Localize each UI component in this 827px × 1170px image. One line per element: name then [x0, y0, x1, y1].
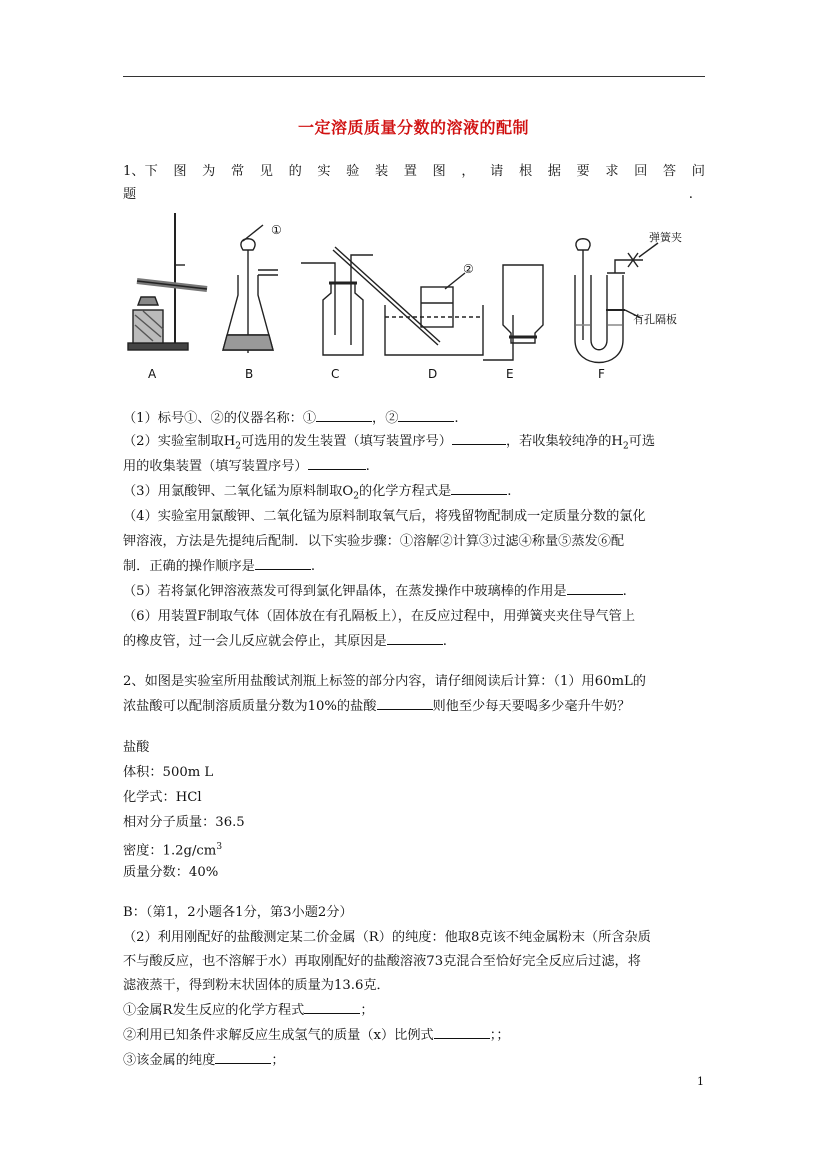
q1-sub6-line1: （6）用装置F制取气体（固体放在有孔隔板上），在反应过程中，用弹簧夹夹住导气管上	[123, 609, 636, 624]
callout-2: ②	[463, 262, 474, 276]
q2-item3: ③该金属的纯度 ；	[123, 1049, 705, 1072]
q2-part2-line2: 不与酸反应，也不溶解于水）再取刚配好的盐酸溶液73克混合至恰好完全反应后过滤，将	[123, 954, 641, 969]
q1-stem-char: 1、下	[123, 164, 158, 179]
q1-stem-char: 根	[518, 164, 533, 179]
q1-stem-char: 见	[259, 164, 273, 179]
fig-label-d: D	[428, 367, 438, 381]
apparatus-b	[223, 225, 278, 353]
q2-item1: ①金属R发生反应的化学方程式 ；	[123, 999, 705, 1022]
q1-sub2: （2）实验室制取$H_2$可选用的发生装置（填写装置序号） ，若收集较纯净的$H_2$可选	[123, 430, 705, 459]
page-title: 一定溶质质量分数的溶液的配制	[297, 118, 529, 137]
q1-sub1: （1）标号①、②的仪器名称：① ，② .	[123, 407, 705, 430]
q1-stem-char: 答	[662, 164, 677, 179]
q1-stem-char: 的	[288, 164, 302, 179]
apparatus-f	[575, 239, 658, 363]
fig-label-f: F	[598, 367, 605, 381]
q1-sub5: （5）若将氯化钾溶液蒸发可得到氯化钾晶体，在蒸发操作中玻璃棒的作用是 .	[123, 580, 705, 603]
q2-line2: 浓盐酸可以配制溶质质量分数为10%的盐酸 则他至少每天要喝多少毫升牛奶？	[123, 695, 705, 718]
q1-stem-char: ，	[461, 164, 475, 179]
apparatus-d	[333, 247, 483, 355]
q1-stem-char: 据	[547, 164, 561, 179]
fig-label-a: A	[148, 367, 157, 381]
q2-item2: ②利用已知条件求解反应生成氢气的质量（x）比例式 ；；	[123, 1024, 705, 1047]
q1-sub2-cont: 用的收集装置（填写装置序号） .	[123, 455, 705, 478]
apparatus-a	[128, 213, 207, 350]
fig-label-b: B	[245, 367, 254, 381]
q1-stem-char: 问	[691, 164, 705, 179]
fig-label-e: E	[506, 367, 514, 381]
q1-stem-char: 为	[202, 164, 216, 179]
q1-sub4-line2: 钾溶液，方法是先提纯后配制．以下实验步骤：①溶解②计算③过滤④称量⑤蒸发⑥配	[123, 534, 625, 549]
q1-stem-char: 图	[173, 164, 187, 179]
q1-stem-line	[123, 160, 705, 179]
q1-sub3: （3）用氯酸钾、二氧化锰为原料制取$O_2$的化学方程式是 .	[123, 480, 705, 509]
q1-stem-char: 要	[576, 164, 590, 179]
q1-stem-char: 验	[346, 164, 360, 179]
label-fraction: 质量分数：40%	[123, 865, 219, 880]
q1-stem-char: 求	[605, 164, 619, 179]
callout-clamp: 弹簧夹	[649, 231, 682, 244]
q1-stem-char: 图	[432, 164, 446, 179]
fig-label-c: C	[331, 367, 340, 381]
header-rule	[123, 76, 705, 77]
callout-plate: 有孔隔板	[633, 313, 677, 326]
label-line-3: 化学式：HCl	[123, 790, 202, 805]
callout-1: ①	[271, 223, 282, 237]
apparatus-e	[483, 265, 543, 360]
q1-stem-char: 装	[374, 164, 389, 179]
label-line-1: 盐酸	[123, 740, 150, 755]
page-number: 1	[697, 1075, 704, 1088]
label-density: 密度：$1.2g/cm^3$	[123, 842, 223, 859]
q1-stem-char: 常	[230, 164, 245, 179]
q1-stem-char: 置	[403, 164, 417, 179]
q2-line1: 2、如图是实验室所用盐酸试剂瓶上标签的部分内容，请仔细阅读后计算：（1）用60mL的	[123, 674, 646, 689]
apparatus-diagram	[123, 205, 705, 390]
q1-sub4-line1: （4）实验室用氯酸钾、二氧化锰为原料制取氧气后，将残留物配制成一定质量分数的氯化	[123, 509, 646, 524]
label-line-2: 体积：500m L	[123, 765, 214, 780]
q2-part2-line1: （2）利用刚配好的盐酸测定某二价金属（R）的纯度：他取8克该不纯金属粉末（所含杂质	[123, 930, 651, 945]
q1-stem-char: 回	[634, 164, 648, 179]
q2-part2-line3: 滤液蒸干，得到粉末状固体的质量为13.6克．	[123, 978, 390, 993]
q1-stem-tail: 题 .	[123, 187, 693, 202]
apparatus-c	[301, 255, 373, 355]
label-line-4: 相对分子质量：36.5	[123, 815, 245, 830]
q1-stem-char: 请	[490, 164, 504, 179]
scoring-note: B：（第1，2小题各1分，第3小题2分）	[123, 905, 353, 920]
q1-stem-char: 实	[317, 164, 331, 179]
q1-sub6-line2: 的橡皮管，过一会儿反应就会停止，其原因是 .	[123, 630, 705, 653]
q1-sub4-line3: 制．正确的操作顺序是 .	[123, 555, 705, 578]
